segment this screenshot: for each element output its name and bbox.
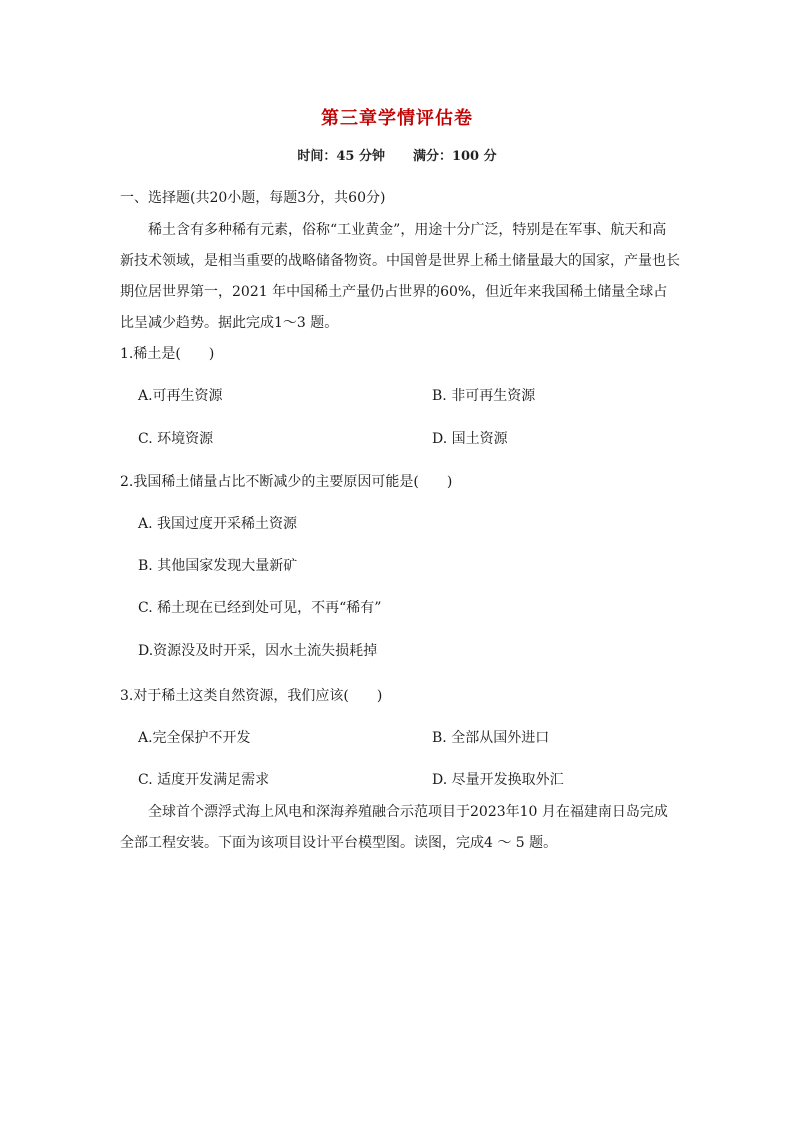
question-2-option-d[interactable]: D.资源没及时开采，因水土流失损耗掉 bbox=[138, 643, 378, 659]
question-2-stem: 2.我国稀土储量占比不断减少的主要原因可能是( ) bbox=[120, 474, 453, 490]
question-3-option-b[interactable]: B. 全部从国外进口 bbox=[432, 730, 550, 746]
question-2-option-a[interactable]: A. 我国过度开采稀土资源 bbox=[138, 516, 298, 532]
question-1-option-c[interactable]: C. 环境资源 bbox=[138, 431, 214, 447]
question-2-option-b[interactable]: B. 其他国家发现大量新矿 bbox=[138, 558, 298, 574]
question-3-option-a[interactable]: A.完全保护不开发 bbox=[138, 730, 251, 746]
question-1-option-a[interactable]: A.可再生资源 bbox=[138, 388, 223, 404]
passage-1: 稀土含有多种稀有元素，俗称“工业黄金”，用途十分广泛，特别是在军事、航天和高新技术领域，是相当重要的战略储备物资。中国曾是世界上稀土储量最大的国家，产量也长期位居世界第一，2021 年中国稀土产量仍占世界的60%，但近年来我国稀土储量全球占比呈减少趋势。据此完成1～3 题。 bbox=[120, 222, 680, 331]
question-1-option-d[interactable]: D. 国土资源 bbox=[432, 431, 508, 447]
exam-time: 时间：45 分钟 bbox=[297, 149, 385, 164]
question-1-stem: 1.稀土是( ) bbox=[120, 346, 215, 362]
exam-meta bbox=[0, 145, 794, 164]
question-1-option-b[interactable]: B. 非可再生资源 bbox=[432, 388, 536, 404]
question-3-stem: 3.对于稀土这类自然资源，我们应该( ) bbox=[120, 688, 383, 704]
document-title: 第三章学情评估卷 bbox=[321, 108, 473, 129]
section-heading: 一、选择题(共20小题，每题3分，共60分) bbox=[120, 190, 386, 206]
question-2-option-c[interactable]: C. 稀土现在已经到处可见，不再“稀有” bbox=[138, 600, 382, 616]
exam-score: 满分：100 分 bbox=[412, 149, 497, 164]
passage-2: 全球首个漂浮式海上风电和深海养殖融合示范项目于2023年10 月在福建南日岛完成全部工程安装。下面为该项目设计平台模型图。读图，完成4 ～ 5 题。 bbox=[120, 804, 668, 851]
question-3-option-c[interactable]: C. 适度开发满足需求 bbox=[138, 772, 270, 788]
question-3-option-d[interactable]: D. 尽量开发换取外汇 bbox=[432, 772, 564, 788]
